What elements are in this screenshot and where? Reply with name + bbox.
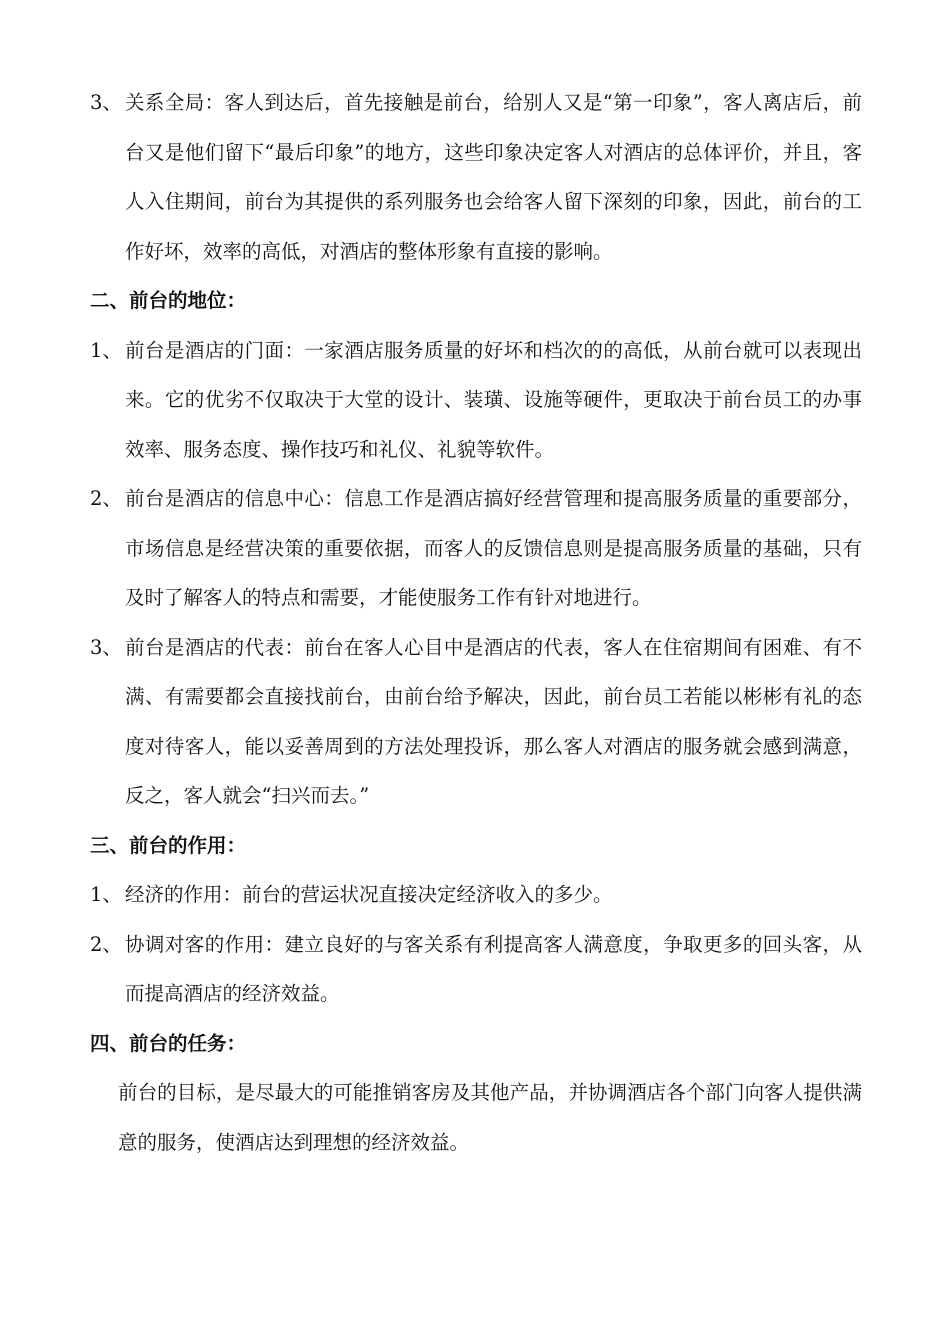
list-item — [90, 870, 862, 920]
item-text: 经济的作用：前台的营运状况直接决定经济收入的多少。 — [125, 883, 613, 906]
item-number: 3、 — [90, 91, 122, 114]
item-number: 3、 — [90, 635, 122, 659]
body-paragraph: 前台的目标，是尽最大的可能推销客房及其他产品，并协调酒店各个部门向客人提供满意的服务，使酒店达到理想的经济效益。 — [118, 1081, 862, 1154]
list-item — [90, 623, 862, 821]
item-text: 前台是酒店的门面：一家酒店服务质量的好坏和档次的的高低，从前台就可以表现出来。它的优劣不仅取决于大堂的设计、装璜、设施等硬件，更取决于前台员工的办事效率、服务态度、操作技巧和礼仪、礼貌等软件。 — [125, 338, 862, 461]
item-text: 前台是酒店的代表：前台在客人心目中是酒店的代表，客人在住宿期间有困难、有不满、有需要都会直接找前台，由前台给予解决，因此，前台员工若能以彬彬有礼的态度对待客人，能以妥善周到的方法处理投诉，那么客人对酒店的服务就会感到满意，反之，客人就会“扫兴而去。” — [125, 635, 862, 807]
item-number: 2、 — [90, 932, 122, 956]
list-item — [90, 920, 862, 1019]
section-heading: 三、前台的作用： — [90, 833, 247, 857]
item-text: 协调对客的作用：建立良好的与客关系有利提高客人满意度，争取更多的回头客，从而提高酒店的经济效益。 — [125, 932, 862, 1005]
section-heading: 二、前台的地位： — [90, 289, 247, 312]
list-item — [90, 474, 862, 623]
item-number: 2、 — [90, 487, 122, 510]
document-body — [90, 78, 862, 1167]
section-heading: 四、前台的任务： — [90, 1031, 247, 1055]
item-text: 关系全局：客人到达后，首先接触是前台，给别人又是“第一印象”，客人离店后，前台又是他们留下“最后印象”的地方，这些印象决定客人对酒店的总体评价，并且，客人入住期间，前台为其提供的系列服务也会给客人留下深刻的印象，因此，前台的工作好坏，效率的高低，对酒店的整体形象有直接的影响。 — [125, 91, 862, 263]
item-number: 1、 — [90, 338, 122, 362]
item-text: 前台是酒店的信息中心：信息工作是酒店搞好经营管理和提高服务质量的重要部分，市场信息是经营决策的重要依据，而客人的反馈信息则是提高服务质量的基础，只有及时了解客人的特点和需要，才能使服务工作有针对地进行。 — [125, 487, 862, 609]
list-item — [90, 78, 862, 276]
item-number: 1、 — [90, 883, 122, 906]
list-item — [90, 326, 862, 475]
